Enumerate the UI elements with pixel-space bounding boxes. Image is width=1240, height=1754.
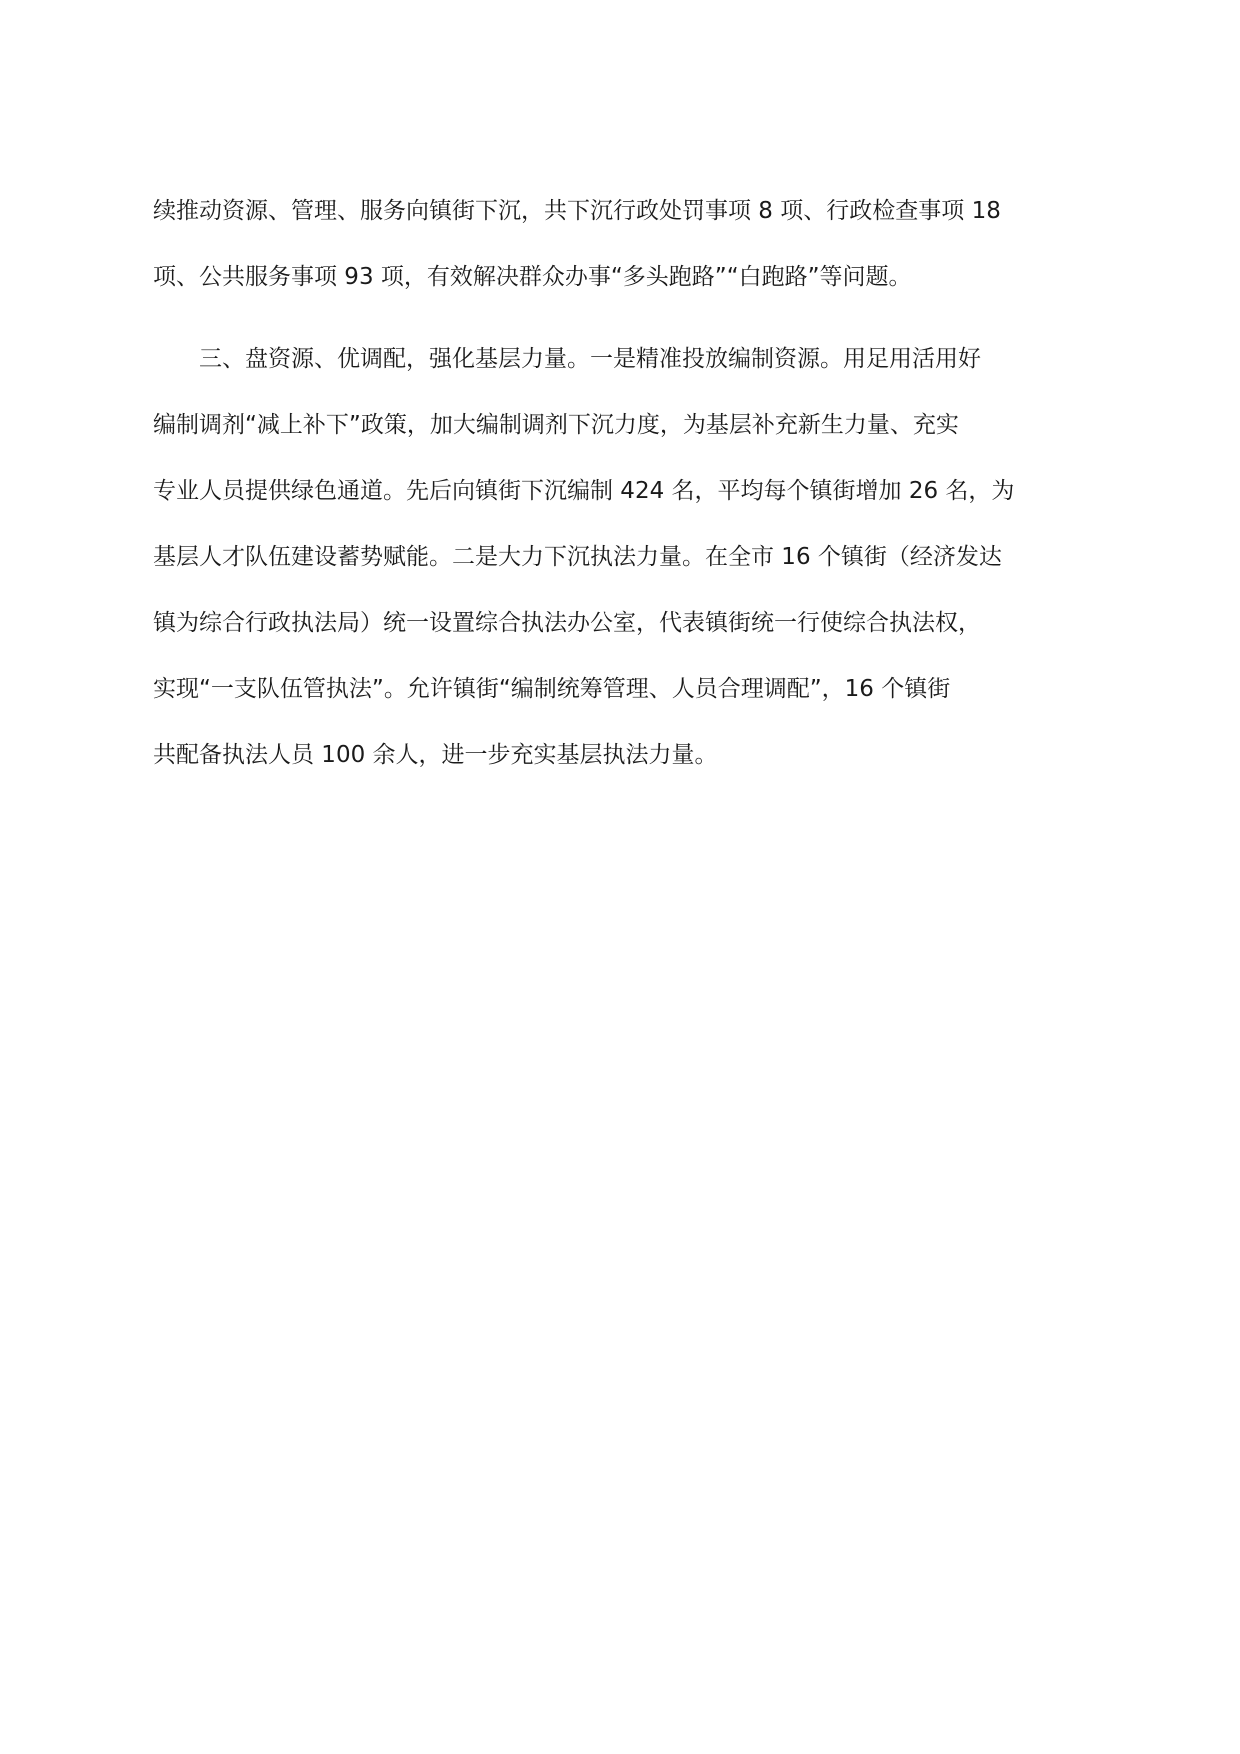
paragraph-2-line-1: 三、盘资源、优调配，强化基层力量。一是精准投放编制资源。用足用活用好	[199, 346, 981, 372]
paragraph-1-line-2: 项、公共服务事项 93 项，有效解决群众办事“多头跑路”“白跑路”等问题。	[153, 264, 912, 290]
paragraph-2-line-7: 共配备执法人员 100 余人，进一步充实基层执法力量。	[153, 742, 718, 768]
paragraph-2-line-3: 专业人员提供绿色通道。先后向镇街下沉编制 424 名，平均每个镇街增加 26 名，为	[153, 478, 1015, 504]
paragraph-2-line-6: 实现“一支队伍管执法”。允许镇街“编制统筹管理、人员合理调配”，16 个镇街	[153, 676, 951, 702]
paragraph-2-line-4: 基层人才队伍建设蓄势赋能。二是大力下沉执法力量。在全市 16 个镇街（经济发达	[153, 544, 1002, 570]
paragraph-2-line-5: 镇为综合行政执法局）统一设置综合执法办公室，代表镇街统一行使综合执法权，	[153, 610, 981, 636]
paragraph-1-line-1: 续推动资源、管理、服务向镇街下沉，共下沉行政处罚事项 8 项、行政检查事项 18	[153, 198, 1001, 224]
paragraph-2-line-2: 编制调剂“减上补下”政策，加大编制调剂下沉力度，为基层补充新生力量、充实	[153, 412, 959, 438]
